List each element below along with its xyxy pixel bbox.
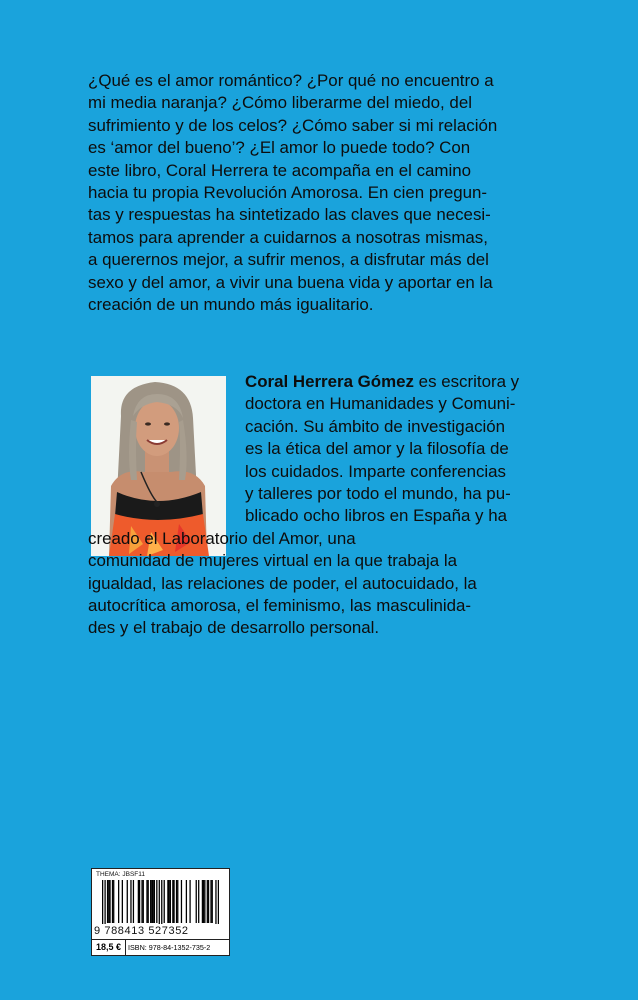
synopsis-line: creación de un mundo más igualitario. <box>88 295 374 315</box>
barcode-bar <box>161 880 162 924</box>
synopsis-line: tamos para aprender a cuidarnos a nosotras mismas, <box>88 227 488 247</box>
barcode-digits: 9 788413 527352 <box>94 925 189 937</box>
bio-line: des y el trabajo de desarrollo personal. <box>88 618 380 638</box>
synopsis-line: ¿Qué es el amor romántico? ¿Por qué no encuentro a <box>88 71 494 90</box>
barcode-bar <box>156 880 157 923</box>
synopsis-line: hacia tu propia Revolución Amorosa. En cien pregun- <box>88 183 488 203</box>
barcode-label <box>91 868 230 956</box>
barcode-bar <box>141 880 142 923</box>
barcode-bar <box>139 880 140 923</box>
barcode-bar <box>207 880 208 923</box>
barcode-bar <box>198 880 199 923</box>
barcode-bar <box>203 880 204 923</box>
bio-line: igualdad, las relaciones de poder, el autocuidado, la <box>88 573 477 593</box>
synopsis-line: sexo y del amor, a vivir una buena vida y aportar en la <box>88 272 493 292</box>
barcode-bar <box>210 880 211 923</box>
bio-line: cación. Su ámbito de investigación <box>245 416 506 436</box>
barcode-bar <box>186 880 187 923</box>
barcode-bar <box>150 880 151 923</box>
barcode-bar <box>151 880 152 923</box>
barcode-bar <box>118 880 119 923</box>
barcode-bar <box>173 880 174 923</box>
bio-line: y talleres por todo el mundo, ha pu- <box>245 484 511 504</box>
barcode-bar <box>167 880 168 923</box>
barcode-bar <box>109 880 110 923</box>
barcode-bar <box>154 880 155 923</box>
synopsis-line: es ‘amor del bueno’? ¿El amor lo puede todo? Con <box>88 138 471 158</box>
barcode-bars <box>102 880 219 924</box>
synopsis-line: este libro, Coral Herrera te acompaña en el camino <box>88 160 472 180</box>
barcode-bar <box>202 880 203 923</box>
bio-line: creado el Laboratorio del Amor, una <box>88 528 356 548</box>
barcode-bar <box>172 880 173 923</box>
barcode-bar <box>212 880 213 923</box>
barcode-bar <box>176 880 177 923</box>
synopsis-paragraph <box>88 70 551 316</box>
thema-code: THEMA: JBSF11 <box>96 871 146 878</box>
price-isbn-row <box>92 939 229 956</box>
barcode-bar <box>112 880 113 923</box>
barcode-bar <box>189 880 190 923</box>
price-label: 18,5 € <box>92 940 126 955</box>
barcode-bar <box>102 880 103 924</box>
isbn-label: ISBN: 978-84-1352-735-2 <box>128 943 211 952</box>
bio-line: comunidad de mujeres virtual en la que trabaja la <box>88 551 457 571</box>
barcode-bar <box>218 880 219 924</box>
bio-line: autocrítica amorosa, el feminismo, las masculinida- <box>88 596 472 616</box>
barcode-bar <box>138 880 139 923</box>
barcode-bar <box>152 880 153 923</box>
author-bio <box>88 371 553 640</box>
synopsis-line: a querernos mejor, a sufrir menos, a disfrutar más del <box>88 250 489 270</box>
bio-line <box>88 371 553 393</box>
bio-line: doctora en Humanidades y Comuni- <box>245 394 516 414</box>
barcode-bar <box>164 880 165 923</box>
barcode-bar <box>181 880 182 923</box>
barcode-bar <box>204 880 205 923</box>
synopsis-line: mi media naranja? ¿Cómo liberarme del miedo, del <box>88 93 472 113</box>
barcode-bar <box>133 880 134 923</box>
barcode-bar <box>146 880 147 923</box>
bio-line: los cuidados. Imparte conferencias <box>245 461 507 481</box>
barcode-bar <box>143 880 144 923</box>
barcode-bar <box>127 880 128 923</box>
bio-line: es la ética del amor y la filosofía de <box>245 439 509 459</box>
bio-line: blicado ocho libros en España y ha <box>245 506 507 526</box>
barcode-bar <box>130 880 131 923</box>
barcode-bar <box>104 880 105 924</box>
bio-line-rest: es escritora y <box>413 372 520 391</box>
barcode-bar <box>215 880 216 924</box>
barcode-bar <box>196 880 197 923</box>
barcode-bar <box>107 880 108 923</box>
barcode-bar <box>108 880 109 923</box>
barcode-bar <box>122 880 123 923</box>
barcode-bar <box>170 880 171 923</box>
barcode-bar <box>148 880 149 923</box>
synopsis-line: sufrimiento y de los celos? ¿Cómo saber si mi relación <box>88 115 498 135</box>
barcode-bar <box>177 880 178 923</box>
barcode-bar <box>159 880 160 924</box>
synopsis-line: tas y respuestas ha sintetizado las claves que necesi- <box>88 205 491 225</box>
barcode-bar <box>169 880 170 923</box>
barcode-bar <box>113 880 114 923</box>
author-name: Coral Herrera Gómez <box>245 372 414 391</box>
barcode-bar <box>208 880 209 923</box>
